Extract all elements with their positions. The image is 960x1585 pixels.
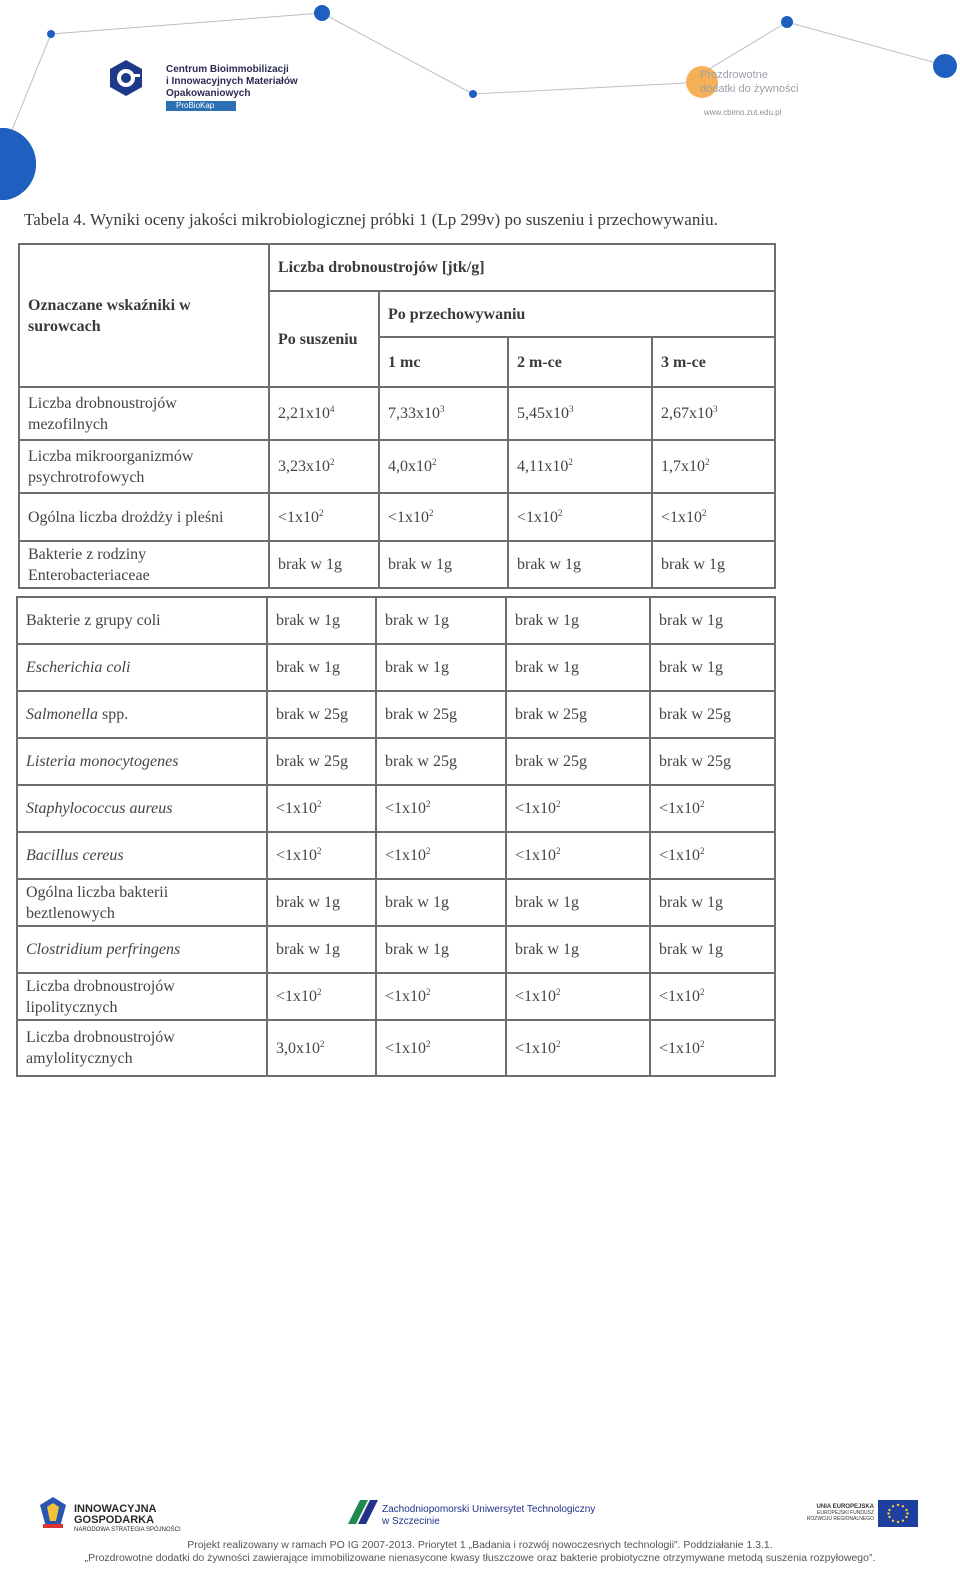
value-cell: $<1x10^2$ xyxy=(267,785,376,832)
eu-flag-icon xyxy=(878,1500,918,1527)
value-cell: $2,21x10^4$ xyxy=(269,387,379,440)
table-row xyxy=(19,440,775,493)
node-dot xyxy=(314,5,330,21)
node-dot xyxy=(47,30,55,38)
row-label: Escherichia coli xyxy=(17,644,267,691)
row-label: Clostridium perfringens xyxy=(17,926,267,973)
value-cell: brak w 1g xyxy=(506,879,650,926)
row-label: Bakterie z rodziny Enterobacteriaceae xyxy=(19,541,269,588)
eu-line: UNIA EUROPEJSKA xyxy=(816,1504,874,1510)
value-cell: brak w 1g xyxy=(508,541,652,588)
value-cell: brak w 1g xyxy=(650,597,775,644)
table-row xyxy=(17,738,775,785)
table-row xyxy=(17,926,775,973)
org-badge: ProBioKap xyxy=(166,101,236,111)
value-cell: brak w 1g xyxy=(267,597,376,644)
value-cell: $1,7x10^2$ xyxy=(652,440,775,493)
row-label: Listeria monocytogenes xyxy=(17,738,267,785)
value-cell: brak w 1g xyxy=(506,597,650,644)
row-label: Liczba drobnoustrojów lipolitycznych xyxy=(17,973,267,1020)
value-cell: brak w 1g xyxy=(267,644,376,691)
value-cell: brak w 1g xyxy=(650,644,775,691)
zut-icon xyxy=(342,1500,378,1524)
value-cell: $<1x10^2$ xyxy=(650,1020,775,1076)
value-cell: brak w 25g xyxy=(506,738,650,785)
table-row xyxy=(17,644,775,691)
row-label: Salmonella spp. xyxy=(17,691,267,738)
value-cell: brak w 1g xyxy=(376,926,506,973)
value-cell: brak w 1g xyxy=(376,597,506,644)
project-logo-line: dodatki do żywności xyxy=(700,83,799,95)
value-cell: brak w 1g xyxy=(267,926,376,973)
table-row xyxy=(17,785,775,832)
table-row xyxy=(17,597,775,644)
node-dot xyxy=(469,90,477,98)
results-table-part2 xyxy=(16,596,776,1077)
row-label: Ogólna liczba bakterii beztlenowych xyxy=(17,879,267,926)
header-after-storage: Po przechowywaniu xyxy=(379,291,775,337)
org-logo-icon xyxy=(106,58,146,98)
value-cell: brak w 25g xyxy=(650,738,775,785)
value-cell: $<1x10^2$ xyxy=(267,973,376,1020)
eu-line: EUROPEJSKI FUNDUSZ xyxy=(817,1510,874,1516)
header-1mc: 1 mc xyxy=(379,337,508,387)
value-cell: brak w 1g xyxy=(376,644,506,691)
table-row xyxy=(19,493,775,541)
value-cell: $<1x10^2$ xyxy=(652,493,775,541)
ig-line: INNOWACYJNA xyxy=(74,1503,157,1515)
value-cell: brak w 1g xyxy=(650,926,775,973)
value-cell: $<1x10^2$ xyxy=(506,785,650,832)
table-row xyxy=(17,691,775,738)
innovative-economy-icon xyxy=(40,1497,66,1531)
footer-project-note: Projekt realizowany w ramach PO IG 2007-2013. Priorytet 1 „Badania i rozwój nowoczesnych technologii”. Poddziałanie 1.3.1. xyxy=(187,1539,773,1551)
value-cell: $<1x10^2$ xyxy=(506,973,650,1020)
value-cell: brak w 25g xyxy=(506,691,650,738)
eu-line: ROZWOJU REGIONALNEGO xyxy=(806,1516,874,1522)
row-label: Liczba drobnoustrojów mezofilnych xyxy=(19,387,269,440)
header-after-drying: Po suszeniu xyxy=(269,291,379,387)
value-cell: $<1x10^2$ xyxy=(376,785,506,832)
ig-line: NARODOWA STRATEGIA SPÓJNOŚCI xyxy=(74,1527,181,1533)
table-caption: Tabela 4. Wyniki oceny jakości mikrobiologicznej próbki 1 (Lp 299v) po suszeniu i przechowywaniu. xyxy=(24,210,718,229)
value-cell: $<1x10^2$ xyxy=(506,1020,650,1076)
value-cell: $2,67x10^3$ xyxy=(652,387,775,440)
row-label: Liczba drobnoustrojów amylolitycznych xyxy=(17,1020,267,1076)
value-cell: brak w 25g xyxy=(267,691,376,738)
header-indicators: Oznaczane wskaźniki w surowcach xyxy=(19,244,269,387)
value-cell: $3,23x10^2$ xyxy=(269,440,379,493)
value-cell: $4,0x10^2$ xyxy=(379,440,508,493)
node-dot xyxy=(933,54,957,78)
value-cell: brak w 1g xyxy=(379,541,508,588)
value-cell: $<1x10^2$ xyxy=(376,973,506,1020)
value-cell: $<1x10^2$ xyxy=(506,832,650,879)
header-2mce: 2 m-ce xyxy=(508,337,652,387)
zut-line: Zachodniopomorski Uniwersytet Technologiczny xyxy=(382,1504,596,1515)
value-cell: $4,11x10^2$ xyxy=(508,440,652,493)
value-cell: brak w 25g xyxy=(267,738,376,785)
value-cell: brak w 1g xyxy=(269,541,379,588)
value-cell: $<1x10^2$ xyxy=(376,1020,506,1076)
table-row xyxy=(19,387,775,440)
value-cell: brak w 1g xyxy=(267,879,376,926)
value-cell: brak w 1g xyxy=(650,879,775,926)
project-logo-text xyxy=(700,68,798,96)
row-label: Bacillus cereus xyxy=(17,832,267,879)
project-url: www.cbimo.zut.edu.pl xyxy=(704,108,782,117)
row-label: Ogólna liczba drożdży i pleśni xyxy=(19,493,269,541)
value-cell: brak w 1g xyxy=(376,879,506,926)
value-cell: $<1x10^2$ xyxy=(379,493,508,541)
value-cell: $3,0x10^2$ xyxy=(267,1020,376,1076)
value-cell: $<1x10^2$ xyxy=(650,832,775,879)
org-name xyxy=(166,64,298,112)
value-cell: brak w 25g xyxy=(376,738,506,785)
project-logo-line: Prozdrowotne xyxy=(700,69,768,81)
header-decoration xyxy=(0,0,960,220)
value-cell: $<1x10^2$ xyxy=(650,973,775,1020)
value-cell: $<1x10^2$ xyxy=(508,493,652,541)
org-name-line: Centrum Bioimmobilizacji xyxy=(166,64,289,75)
row-label: Bakterie z grupy coli xyxy=(17,597,267,644)
table-row xyxy=(17,832,775,879)
value-cell: $5,45x10^3$ xyxy=(508,387,652,440)
org-name-line: i Innowacyjnych Materiałów xyxy=(166,76,298,87)
value-cell: $<1x10^2$ xyxy=(267,832,376,879)
row-label: Liczba mikroorganizmów psychrotrofowych xyxy=(19,440,269,493)
value-cell: brak w 1g xyxy=(506,926,650,973)
table-body-part1 xyxy=(19,387,775,588)
table-body-part2 xyxy=(17,597,775,1076)
table-row xyxy=(17,879,775,926)
ig-line: GOSPODARKA xyxy=(74,1514,155,1526)
table-row xyxy=(19,541,775,588)
value-cell: brak w 1g xyxy=(506,644,650,691)
table-row xyxy=(17,973,775,1020)
org-name-line: Opakowaniowych xyxy=(166,88,251,99)
zut-line: w Szczecinie xyxy=(382,1516,440,1527)
header-count: Liczba drobnoustrojów [jtk/g] xyxy=(269,244,775,291)
value-cell: brak w 25g xyxy=(376,691,506,738)
value-cell: $<1x10^2$ xyxy=(650,785,775,832)
header-3mce: 3 m-ce xyxy=(652,337,775,387)
table-row xyxy=(17,1020,775,1076)
row-label: Staphylococcus aureus xyxy=(17,785,267,832)
value-cell: $<1x10^2$ xyxy=(376,832,506,879)
value-cell: brak w 25g xyxy=(650,691,775,738)
results-table-part1 xyxy=(18,243,776,589)
footer-project-title: „Prozdrowotne dodatki do żywności zawierające immobilizowane nienasycone kwasy tłuszczowe oraz bakterie probiotyczne otrzymywane metodą suszenia rozpyłowego”. xyxy=(84,1552,876,1564)
node-dot xyxy=(781,16,793,28)
corner-arc xyxy=(0,128,36,200)
value-cell: brak w 1g xyxy=(652,541,775,588)
value-cell: $<1x10^2$ xyxy=(269,493,379,541)
value-cell: $7,33x10^3$ xyxy=(379,387,508,440)
